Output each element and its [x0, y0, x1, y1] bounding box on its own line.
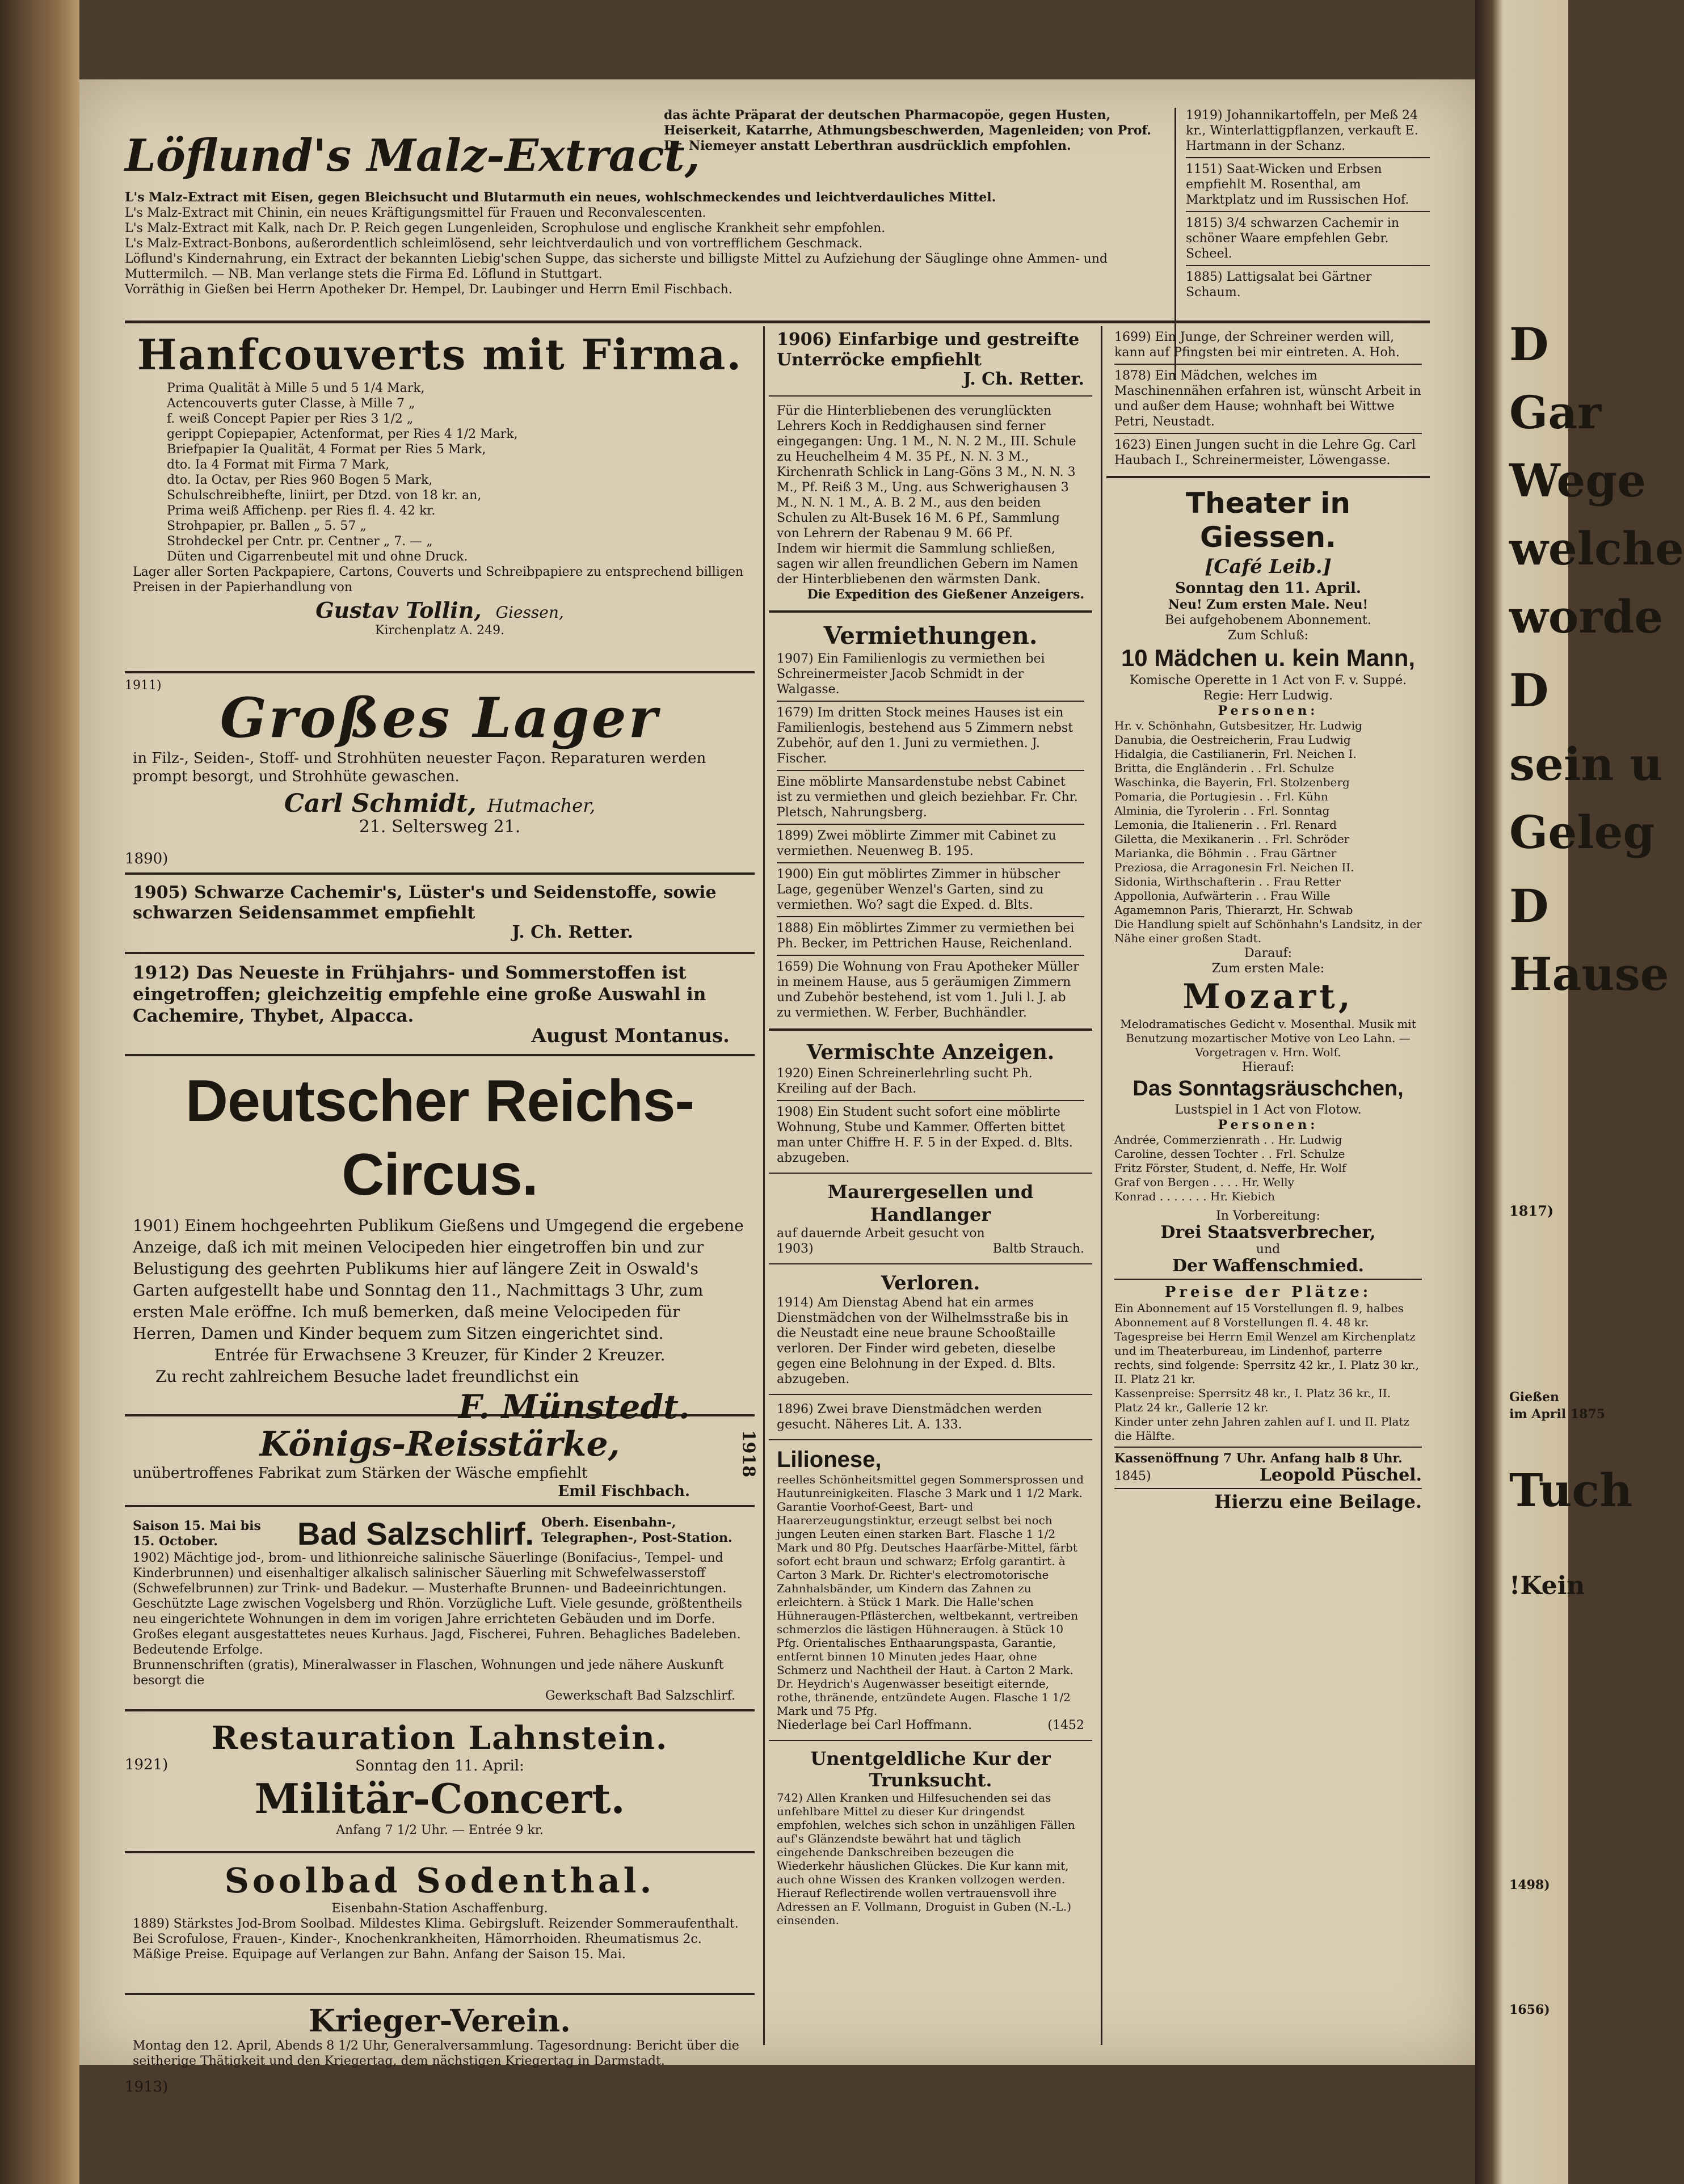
circus-title: Deutscher Reichs-Circus.	[185, 1068, 694, 1208]
edge-fragment: im April 1875	[1509, 1407, 1605, 1422]
theater-title: Theater in Giessen.	[1186, 487, 1350, 554]
koenig-sign: Emil Fischbach.	[558, 1483, 690, 1500]
theater-date: Sonntag den 11. April.	[1175, 580, 1361, 597]
rule	[769, 610, 1092, 613]
lahnstein-ad	[125, 1716, 755, 1846]
circus-invite: Zu recht zahlreichem Besuche ladet freundlichst ein	[155, 1367, 579, 1386]
malz-line: L's Malz-Extract mit Kalk, nach Dr. P. Reich gegen Lungenleiden, Scrophulose und englische Krankheit sehr empfohlen.	[125, 221, 886, 235]
theater-schluss: Zum Schluß:	[1227, 629, 1309, 643]
malz-line: L's Malz-Extract mit Eisen, gegen Bleichsucht und Blutarmuth ein neues, wohlschmeckendes und leichtverdauliches Mittel.	[125, 190, 996, 205]
lager-ad	[125, 678, 755, 868]
rule	[1114, 433, 1422, 434]
salz-sign: Gewerkschaft Bad Salzschlirf.	[545, 1689, 735, 1703]
theater-ad	[1106, 483, 1430, 1514]
cast-line: Waschinka, die Bayerin, Frl. Stolzenberg	[1114, 775, 1350, 789]
lahnstein-title: Restauration Lahnstein.	[211, 1719, 668, 1757]
salz-text: 1902) Mächtige jod-, brom- und lithionreiche salinische Säuerlinge (Bonifacius-, Tempel- und Kinderbrunnen) und eisenhaltiger alkalisch salinischer Säuerling mit Schwefelwasserstoff (Schwefelbrunnen) zur Trink- und Badekur. — Musterhafte Brunnen- und Badeeinrichtungen. Geschützte Lage zwischen Vogelsberg und Rhön. Vorzügliche Luft. Viele gesunde, größtentheils neu eingerichtete Wohnungen in dem im vorigen Jahre errichteten Gebäuden und im Dorfe. Großes elegant ausgestattetes neues Kurhaus. Jagd, Fischerei, Fuhren. Behagliches Badeleben. Bedeutende Erfolge.	[133, 1551, 743, 1657]
small-ad: 1623) Einen Jungen sucht in die Lehre Gg. Carl Haubach I., Schreinermeister, Löwengasse.	[1114, 438, 1416, 467]
column-divider-1	[763, 326, 765, 2045]
hanf-line: Prima weiß Affichenp. per Ries fl. 4. 42 kr.	[167, 504, 436, 518]
personen-heading-2: Personen:	[1218, 1118, 1319, 1132]
cast-line: Giletta, die Mexikanerin . . Frl. Schröder	[1114, 832, 1350, 846]
edge-fragment: Tuch	[1509, 1464, 1633, 1517]
rule	[1114, 364, 1422, 365]
cast-line: Preziosa, die Arragonesin Frl. Neichen II.	[1114, 861, 1354, 874]
lahnstein-date: Sonntag den 11. April:	[355, 1757, 524, 1774]
verm-item: Eine möblirte Mansardenstube nebst Cabinet ist zu vermiethen und gleich beziehbar. Fr. Chr. Pletsch, Nahrungsberg.	[777, 775, 1078, 820]
hanf-line: Strohpapier, pr. Ballen „ 5. 57 „	[167, 519, 367, 533]
sodenthal-station: Eisenbahn-Station Aschaffenburg.	[331, 1901, 548, 1916]
sodenthal-text: 1889) Stärkstes Jod-Brom Soolbad. Mildestes Klima. Gebirgsluft. Reizender Sommeraufenthalt. Bei Scrofulose, Frauen-, Kinder-, Knochenkrankheiten, Hämorrhoiden. Rheumatismus 2c. Mäßige Preise. Equipage auf Verlangen zur Bahn. Anfang der Saison 15. Mai.	[133, 1917, 739, 1962]
preise-text: Ein Abonnement auf 15 Vorstellungen fl. 9, halbes Abonnement auf 8 Vorstellungen fl. 4. 48 kr.	[1114, 1301, 1404, 1329]
circus-price: Entrée für Erwachsene 3 Kreuzer, für Kinder 2 Kreuzer.	[214, 1346, 666, 1364]
malz-line: L's Malz-Extract mit Chinin, ein neues Kräftigungsmittel für Frauen und Reconvalescenten.	[125, 206, 706, 220]
retter2-ad	[769, 326, 1092, 392]
hanf-line: Lager aller Sorten Packpapiere, Cartons, Couverts und Schreibpapiere zu entsprechend billigen Preisen in der Papierhandlung von	[133, 565, 744, 595]
cast-line: Danubia, die Oestreicherin, Frau Ludwig	[1114, 733, 1351, 747]
malz-line: Löflund's Kindernahrung, ein Extract der bekannten Liebig'schen Suppe, das sicherste und billigste Mittel zu Aufziehung der Säuglinge ohne Ammen- und Muttermilch. — NB. Man verlange stets die Firma Ed. Löflund in Stuttgart.	[125, 252, 1108, 281]
rule	[1114, 1488, 1422, 1489]
waffen: Der Waffenschmied.	[1172, 1256, 1364, 1276]
maurer-ad	[769, 1177, 1092, 1260]
rule	[125, 952, 755, 954]
trunksucht-text: 742) Allen Kranken und Hilfesuchenden sei das unfehlbare Mittel zu dieser Kur dringendst empfohlen, welches sich schon in unzähligen Fällen auf's Glänzendste bewährt hat und täglich eingehende Dankschreiben bezeugen die Wiederkehr häuslichen Glückes. Die Kur kann mit, auch ohne Wissen des Kranken vollzogen werden. Hierauf Reflectirende wollen vertrauensvoll ihre Adressen an F. Vollmann, Droguist in Guben (N.-L.) einsenden.	[777, 1791, 1075, 1927]
cast-line: Lemonia, die Italienerin . . Frl. Renard	[1114, 818, 1337, 832]
lahnstein-time: Anfang 7 1/2 Uhr. — Entrée 9 kr.	[336, 1823, 544, 1837]
hanf-line: f. weiß Concept Papier per Ries 3 1/2 „	[167, 412, 414, 426]
malz-title: Löflund's Malz-Extract,	[125, 130, 700, 182]
sammlung-sign: Die Expedition des Gießener Anzeigers.	[807, 587, 1084, 602]
edge-fragment: D	[1509, 318, 1549, 371]
lager-number: 1911)	[125, 678, 162, 693]
edge-fragment: 1656)	[1509, 2002, 1550, 2017]
sammlung-text: Für die Hinterbliebenen des verunglückten Lehrers Koch in Reddighausen sind ferner eingegangen: Ung. 1 M., N. N. 2 M., III. Schule zu Heuchelheim 4 M. 35 Pf., N. N. 3 M., Kirchenrath Schlick in Lang-Göns 3 M., N. N. 3 M., Pf. Reiß 3 M., Ung. aus Schwerighausen 3 M., N. N. 1 M., A. B. 2 M., aus den beiden Schulen zu Alt-Busek 16 M. 6 Pf., Sammlung von Lehrern der Rabenau 9 M. 66 Pf.	[777, 404, 1076, 541]
salz-station: Oberh. Eisenbahn-, Telegraphen-, Post-Station.	[541, 1515, 732, 1545]
regie: Regie: Herr Ludwig.	[1203, 689, 1333, 703]
mozart-desc: Melodramatisches Gedicht v. Mosenthal. Musik mit Benutzung mozartischer Motive von Leo Lahn. — Vorgetragen v. Hrn. Wolf.	[1120, 1017, 1416, 1059]
cast-line: Alminia, die Tyrolerin . . Frl. Sonntag	[1114, 804, 1330, 817]
small-ad: 1815) 3/4 schwarzen Cachemir in schöner Waare empfehlen Gebr. Scheel.	[1186, 216, 1400, 261]
schmidt-addr: 21. Seltersweg 21.	[359, 817, 521, 837]
vermischt-item: 1920) Einen Schreinerlehrling sucht Ph. Kreiling auf der Bach.	[777, 1066, 1033, 1096]
vorbereitung: In Vorbereitung:	[1216, 1209, 1320, 1223]
hanf-title: Hanfcouverts mit Firma.	[137, 331, 743, 380]
hanf-line: dto. Ia 4 Format mit Firma 7 Mark,	[167, 458, 390, 472]
lilionese-ad	[769, 1444, 1092, 1736]
rule	[125, 1054, 755, 1056]
cast-line: Appollonia, Aufwärterin . . Frau Wille	[1114, 889, 1331, 903]
und: und	[1256, 1242, 1281, 1257]
rule	[125, 1505, 755, 1507]
edge-fragment: Gar	[1509, 386, 1602, 439]
montanus-text: 1912) Das Neueste in Frühjahrs- und Sommerstoffen ist eingetroffen; gleichzeitig empfehle eine große Auswahl in Cachemire, Thybet, Alpacca.	[133, 963, 706, 1026]
rule	[1186, 211, 1430, 212]
rule	[769, 1263, 1092, 1264]
edge-fragment: D	[1509, 664, 1549, 717]
dienst-text: 1896) Zwei brave Dienstmädchen werden gesucht. Näheres Lit. A. 133.	[777, 1402, 1042, 1432]
cast-line: Pomaria, die Portugiesin . . Frl. Kühn	[1114, 790, 1328, 803]
verm-item: 1899) Zwei möblirte Zimmer mit Cabinet zu vermiethen. Neuenweg B. 195.	[777, 829, 1056, 858]
maurer-line	[777, 1241, 1084, 1257]
cast-line: Hidalgia, die Castilianerin, Frl. Neichen I.	[1114, 747, 1357, 761]
lager-text: in Filz-, Seiden-, Stoff- und Strohhüten neuester Façon. Reparaturen werden prompt besorgt, und Strohhüte gewaschen.	[133, 750, 706, 785]
maurer-number: 1903)	[777, 1242, 814, 1256]
rule	[777, 701, 1084, 702]
rule	[777, 824, 1084, 825]
hierauf: Hierauf:	[1241, 1060, 1295, 1074]
verm-item: 1679) Im dritten Stock meines Hauses ist ein Familienlogis, bestehend aus 5 Zimmern nebst Zubehör, auf den 1. Juni zu vermiethen. J. Fischer.	[777, 706, 1073, 766]
verm-item: 1659) Die Wohnung von Frau Apotheker Müller in meinem Hause, aus 5 geräumigen Zimmern und Zubehör bestehend, ist vom 1. Juli l. J. ab zu vermiethen. W. Ferber, Buchhändler.	[777, 960, 1079, 1020]
retter-ad	[125, 879, 755, 947]
hanf-line: Prima Qualität à Mille 5 und 5 1/4 Mark,	[167, 381, 425, 395]
lilionese-number: (1452	[1047, 1718, 1084, 1732]
rule	[125, 1709, 755, 1711]
hanf-line: Düten und Cigarrenbeutel mit und ohne Druck.	[167, 550, 468, 564]
small-ad: 1878) Ein Mädchen, welches im Maschinennähen erfahren ist, wünscht Arbeit in und außer dem Hause; wohnhaft bei Wittwe Petri, Neustadt.	[1114, 369, 1421, 429]
hanf-line: Actencouverts guter Classe, à Mille 7 „	[167, 397, 415, 411]
hanf-line: dto. Ia Octav, per Ries 960 Bogen 5 Mark,	[167, 473, 433, 487]
cast-line: Britta, die Engländerin . . Frl. Schulze	[1114, 761, 1334, 775]
rule	[769, 1439, 1092, 1440]
lilionese-text: reelles Schönheitsmittel gegen Sommersprossen und Hautunreinigkeiten. Flasche 3 Mark und 1 1/2 Mark. Garantie Voorhof-Geest, Bart- und Haarerzeugungstinktur, erzeugt selbst bei noch jungen Leuten einen starken Bart. Flasche 1 1/2 Mark und 80 Pfg. Deutsches Haarfärbe-Mittel, färbt sofort echt braun und schwarz; Erfolg garantirt. à Carton 3 Mark. Dr. Richter's electromotorische Zahnhalsbänder, um Kindern das Zahnen zu erleichtern. à Stück 1 Mark. Die Halle'schen Hühneraugen-Pflästerchen, weltbekannt, vertreiben schmerzlos die lästigen Hühneraugen. à Stück 10 Pfg. Orientalisches Enthaarungspasta, Garantie, entfernt binnen 10 Minuten jedes Haar, ohne Schmerz und Nachtheil der Haut. à Carton 2 Mark. Dr. Heydrich's Augenwasser beseitigt eiternde, rothe, thränende, entzündete Augen. Flasche 1 1/2 Mark und 75 Pfg.	[777, 1473, 1084, 1718]
edge-fragment: 1498)	[1509, 1878, 1550, 1892]
vermischt-item: 1908) Ein Student sucht sofort eine möblirte Wohnung, Stube und Kammer. Offerten bittet man unter Chiffre H. F. 5 in der Exped. d. Blts. abzugeben.	[777, 1105, 1073, 1165]
krieger-text: Montag den 12. April, Abends 8 1/2 Uhr, Generalversammlung. Tagesordnung: Bericht über die seitherige Thätigkeit und den Kriegertag, dem nächstigen Kriegertag in Darmstadt.	[133, 2039, 739, 2068]
lahnstein-number: 1921)	[125, 1756, 169, 1773]
adjacent-page-edge	[1475, 0, 1684, 2184]
montanus-ad	[125, 959, 755, 1049]
small-ad: 1919) Johannikartoffeln, per Meß 24 kr., Winterlattigpflanzen, verkauft E. Hartmann in der Schanz.	[1186, 108, 1418, 153]
rule	[769, 1394, 1092, 1395]
sammlung-ad	[769, 400, 1092, 606]
vermischte-title: Vermischte Anzeigen.	[806, 1040, 1055, 1064]
newspaper-page	[79, 79, 1475, 2096]
cast-line: Hr. v. Schönhahn, Gutsbesitzer, Hr. Ludwig	[1114, 719, 1362, 732]
retter-sign: J. Ch. Retter.	[512, 922, 633, 942]
circus-sign: F. Münstedt.	[458, 1388, 690, 1426]
book-binding	[0, 0, 79, 2184]
column-divider-2	[1101, 326, 1102, 2045]
small-ad: 1885) Lattigsalat bei Gärtner Schaum.	[1186, 270, 1372, 300]
circus-ad	[125, 1061, 755, 1426]
maedchen-title: 10 Mädchen u. kein Mann,	[1121, 644, 1416, 671]
verm-item: 1907) Ein Familienlogis zu vermiethen bei Schreinermeister Jacob Schmidt in der Walgasse.	[777, 652, 1045, 697]
malz-lines	[125, 190, 1157, 297]
rule	[125, 671, 755, 673]
lager-title: Großes Lager	[220, 686, 660, 750]
rule	[1114, 1279, 1422, 1280]
maurer-title: Maurergesellen und Handlanger	[827, 1181, 1034, 1225]
cast-line: Sidonia, Wirthschafterin . . Frau Retter	[1114, 875, 1341, 888]
hanf-line: Briefpapier Ia Qualität, 4 Format per Ries 5 Mark,	[167, 442, 486, 457]
edge-fragment: D	[1509, 879, 1549, 933]
column-2	[769, 326, 1092, 2045]
kasse-text: Kassenpreise: Sperrsitz 48 kr., I. Platz 36 kr., II. Platz 24 kr., Gallerie 12 kr.	[1114, 1386, 1391, 1414]
no-1845: 1845)	[1114, 1469, 1151, 1483]
edge-fragment: welche	[1509, 522, 1684, 575]
verloren-text: 1914) Am Dienstag Abend hat ein armes Dienstmädchen von der Wilhelmsstraße bis in die Neustadt eine neue braune Schooßtaille verloren. Der Finder wird gebeten, dieselbe gegen eine Belohnung in der Exped. d. Blts. abzugeben.	[777, 1296, 1068, 1386]
krieger-number: 1913)	[125, 2078, 169, 2096]
hanf-city: Giessen,	[495, 603, 564, 622]
edge-fragment: sein u	[1509, 737, 1663, 791]
hanf-addr: Kirchenplatz A. 249.	[374, 623, 505, 638]
rule	[125, 1993, 755, 1995]
cast2-line: Caroline, dessen Tochter . . Frl. Schulze	[1114, 1147, 1345, 1161]
cast-line: Agamemnon Paris, Thierarzt, Hr. Schwab	[1114, 903, 1353, 917]
darauf: Darauf:	[1244, 946, 1293, 960]
salz-title: Bad Salzschlirf.	[297, 1516, 534, 1551]
vermischte	[769, 1035, 1092, 1169]
dienst-ad	[769, 1398, 1092, 1436]
rule	[769, 1740, 1092, 1741]
montanus-sign: August Montanus.	[531, 1024, 730, 1047]
theater-abo: Bei aufgehobenem Abonnement.	[1165, 613, 1371, 627]
col3-small-ads	[1106, 326, 1430, 471]
sodenthal-title: Soolbad Sodenthal.	[224, 1861, 655, 1901]
personen-heading: Personen:	[1218, 703, 1319, 718]
sonntag-sub: Lustspiel in 1 Act von Flotow.	[1174, 1103, 1362, 1117]
malz-line: L's Malz-Extract-Bonbons, außerordentlich schleimlösend, sehr leichtverdaulich und von vortrefflichem Geschmack.	[125, 237, 863, 251]
rule	[777, 862, 1084, 863]
lilionese-sign: Niederlage bei Carl Hoffmann.	[777, 1718, 972, 1732]
rule	[1106, 476, 1430, 478]
sammlung-thanks: Indem wir hiermit die Sammlung schließen, sagen wir allen freundlichen Gebern im Namen der Hinterbliebenen den wärmsten Dank.	[777, 542, 1078, 587]
lilionese-title: Lilionese,	[777, 1447, 882, 1472]
rule	[777, 770, 1084, 771]
header-right-ads	[1186, 108, 1430, 300]
rule	[125, 1851, 755, 1853]
edge-fragment: Hause	[1509, 947, 1669, 1001]
edge-fragment: Geleg	[1509, 806, 1655, 859]
edge-fragment: Wege	[1509, 454, 1647, 507]
salz-text-2: Brunnenschriften (gratis), Mineralwasser in Flaschen, Wohnungen und jede nähere Auskunft besorgt die	[133, 1658, 724, 1688]
retter2-text: 1906) Einfarbige und gestreifte Unterröcke empfiehlt	[777, 330, 1080, 370]
edge-fragment: Gießen	[1509, 1390, 1559, 1405]
cast-line: Die Handlung spielt auf Schönhahn's Landsitz, in der Nähe einer großen Stadt.	[1114, 917, 1422, 945]
rule	[777, 916, 1084, 917]
retter-text: 1905) Schwarze Cachemir's, Lüster's und Seidenstoffe, sowie schwarzen Seidensammet empfiehlt	[133, 883, 717, 923]
edge-fragment: 1817)	[1509, 1203, 1554, 1219]
rule	[769, 1173, 1092, 1174]
vermiethungen	[769, 617, 1092, 1024]
verm-item: 1888) Ein möblirtes Zimmer zu vermiethen bei Ph. Becker, im Pettrichen Hause, Reichenland.	[777, 921, 1075, 951]
hanf-line: Schulschreibhefte, liniirt, per Dtzd. von 18 kr. an,	[167, 488, 482, 503]
koenig-number: 1918	[738, 1430, 758, 1478]
small-ad: 1151) Saat-Wicken und Erbsen empfiehlt M. Rosenthal, am Marktplatz und im Russischen Hof.	[1186, 162, 1409, 207]
salz-season: Saison 15. Mai bis 15. October.	[133, 1519, 261, 1549]
lahnstein-concert: Militär-Concert.	[254, 1774, 625, 1823]
cast2-line: Konrad . . . . . . . Hr. Kiebich	[1114, 1190, 1275, 1203]
hanf-sign: Gustav Tollin,	[315, 597, 482, 623]
rule	[125, 872, 755, 875]
no-1890: 1890)	[125, 850, 169, 867]
column-1	[125, 326, 758, 2096]
zum-ersten: Zum ersten Male:	[1211, 962, 1325, 976]
verloren-title: Verloren.	[881, 1272, 980, 1295]
beilage: Hierzu eine Beilage.	[1214, 1491, 1422, 1512]
kasse-open: Kassenöffnung 7 Uhr. Anfang halb 8 Uhr.	[1114, 1451, 1403, 1466]
tages-text: Tagespreise bei Herrn Emil Wenzel am Kirchenplatz und im Theaterbureau, im Lindenhof, parterre rechts, sind folgende: Sperrsitz 42 kr., I. Platz 30 kr., II. Platz 21 kr.	[1114, 1330, 1420, 1386]
mozart-title: Mozart,	[1182, 977, 1354, 1017]
edge-fragment: !Kein	[1509, 1571, 1585, 1600]
hanf-ad	[125, 326, 755, 667]
krieger-title: Krieger-Verein.	[309, 2002, 571, 2039]
koenig-text: unübertroffenes Fabrikat zum Stärken der Wäsche empfiehlt	[133, 1465, 588, 1482]
preise-heading: Preise der Plätze:	[1164, 1284, 1372, 1301]
hanf-line: gerippt Copiepapier, Actenformat, per Ries 4 1/2 Mark,	[167, 427, 518, 441]
rule	[1186, 265, 1430, 266]
cast2-line: Graf von Bergen . . . . Hr. Welly	[1114, 1175, 1295, 1189]
krieger-ad	[125, 2000, 755, 2096]
malz-desc: das ächte Präparat der deutschen Pharmacopöe, gegen Husten, Heiserkeit, Katarrhe, Athmungsbeschwerden, Magenleiden; von Prof. Dr. Niemeyer anstatt Leberthran ausdrücklich empfohlen.	[664, 108, 1151, 153]
lilionese-footer	[777, 1718, 1084, 1733]
cast2-line: Andrée, Commerzienrath . . Hr. Ludwig	[1114, 1133, 1342, 1146]
cast-line: Marianka, die Böhmin . . Frau Gärtner	[1114, 846, 1337, 860]
small-ad: 1699) Ein Junge, der Schreiner werden will, kann auf Pfingsten bei mir eintreten. A. Hoh.	[1114, 330, 1400, 360]
staats: Drei Staatsverbrecher,	[1160, 1222, 1376, 1242]
rule	[769, 1028, 1092, 1031]
rule	[777, 1100, 1084, 1101]
theater-sub: [Café Leib.]	[1205, 555, 1332, 578]
rule	[769, 395, 1092, 397]
kinder-text: Kinder unter zehn Jahren zahlen auf I. und II. Platz die Hälfte.	[1114, 1415, 1410, 1443]
rule	[777, 955, 1084, 956]
rule	[1114, 1447, 1422, 1448]
director-sign: Leopold Püschel.	[1259, 1465, 1422, 1485]
verm-item: 1900) Ein gut möblirtes Zimmer in hübscher Lage, gegenüber Wenzel's Garten, sind zu vermiethen. Wo? sagt die Exped. d. Blts.	[777, 867, 1060, 912]
edge-fragment: worde	[1509, 590, 1664, 643]
rule	[1186, 157, 1430, 158]
schmidt-sign: Carl Schmidt,	[284, 789, 477, 818]
koenig-ad	[125, 1421, 758, 1500]
vermiethungen-title: Vermiethungen.	[823, 622, 1038, 650]
sodenthal-ad	[125, 1858, 755, 1988]
sonntag-title: Das Sonntagsräuschchen,	[1133, 1077, 1404, 1101]
hanf-line: Strohdeckel per Cntr. pr. Centner „ 7. — „	[167, 534, 433, 549]
maurer-text: auf dauernde Arbeit gesucht von	[777, 1226, 985, 1241]
salz-ad	[125, 1512, 755, 1705]
verloren-ad	[769, 1268, 1092, 1390]
maurer-sign: Baltb Strauch.	[992, 1242, 1084, 1256]
malz-line: Vorräthig in Gießen bei Herrn Apotheker Dr. Hempel, Dr. Laubinger und Herrn Emil Fischbach.	[125, 283, 732, 297]
maedchen-sub: Komische Operette in 1 Act von F. v. Suppé.	[1129, 673, 1407, 688]
trunksucht-title: Unentgeldliche Kur der Trunksucht.	[810, 1748, 1051, 1791]
director-line	[1114, 1466, 1422, 1485]
cast2-line: Fritz Förster, Student, d. Neffe, Hr. Wolf	[1114, 1161, 1346, 1175]
schmidt-role: Hutmacher,	[487, 795, 596, 816]
theater-new: Neu! Zum ersten Male. Neu!	[1168, 597, 1369, 612]
trunksucht-ad	[769, 1744, 1092, 1930]
header-rule	[125, 321, 1430, 323]
column-3	[1106, 326, 1430, 2045]
circus-text: 1901) Einem hochgeehrten Publikum Gießens und Umgegend die ergebene Anzeige, daß ich mit meinen Velocipeden hier eingetroffen bin und zur Belustigung des geehrten Publikums hier auf längere Zeit in Oswald's Garten aufgestellt habe und Sonntag den 11., Nachmittags 3 Uhr, zum ersten Male eröffne. Ich muß bemerken, daß meine Velocipeden für Herren, Damen und Kinder bequem zum Sitzen eingerichtet sind.	[133, 1216, 744, 1343]
koenig-title: Königs-Reisstärke,	[259, 1424, 620, 1464]
retter2-sign: J. Ch. Retter.	[963, 369, 1084, 389]
